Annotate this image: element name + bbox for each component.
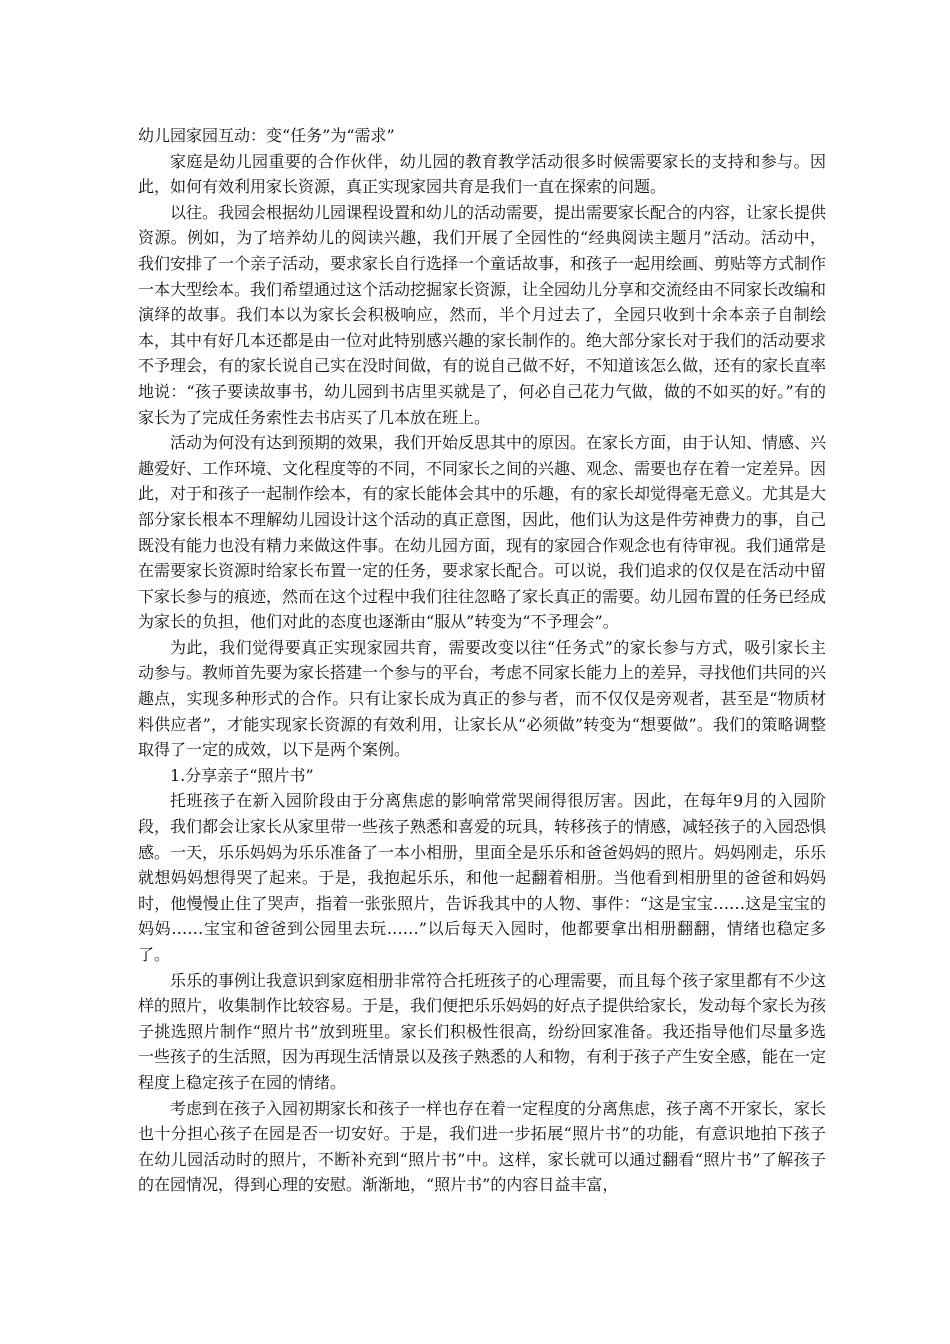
paragraph-4: 为此，我们觉得要真正实现家园共育，需要改变以往“任务式”的家长参与方式，吸引家长主动参与。教师首先要为家长搭建一个参与的平台，考虑不同家长能力上的差异，寻找他们共同的兴趣点，实现多种形式的合作。只有让家长成为真正的参与者，而不仅仅是旁观者，甚至是“物质材料供应者”，才能实现家长资源的有效利用，让家长从“必须做”转变为“想要做”。我们的策略调整取得了一定的成效，以下是两个案例。 xyxy=(138,637,827,760)
document-page xyxy=(138,123,826,1198)
paragraph-3: 活动为何没有达到预期的效果，我们开始反思其中的原因。在家长方面，由于认知、情感、兴趣爱好、工作环境、文化程度等的不同，不同家长之间的兴趣、观念、需要也存在着一定差异。因此，对于和孩子一起制作绘本，有的家长能体会其中的乐趣，有的家长却觉得毫无意义。尤其是大部分家长根本不理解幼儿园设计这个活动的真正意图，因此，他们认为这是件劳神费力的事，自己既没有能力也没有精力来做这件事。在幼儿园方面，现有的家园合作观念也有待审视。我们通常是在需要家长资源时给家长布置一定的任务，要求家长配合。可以说，我们追求的仅仅是在活动中留下家长参与的痕迹，然而在这个过程中我们往往忽略了家长真正的需要。幼儿园布置的任务已经成为家长的负担，他们对此的态度也逐渐由“服从”转变为“不予理会”。 xyxy=(138,433,827,632)
paragraph-2: 以往。我园会根据幼儿园课程设置和幼儿的活动需要，提出需要家长配合的内容，让家长提供资源。例如，为了培养幼儿的阅读兴趣，我们开展了全园性的“经典阅读主题月”活动。活动中，我们安排了一个亲子活动，要求家长自行选择一个童话故事，和孩子一起用绘画、剪贴等方式制作一本大型绘本。我们希望通过这个活动挖掘家长资源，让全园幼儿分享和交流经由不同家长改编和演绎的故事。我们本以为家长会积极响应，然而，半个月过去了，全园只收到十余本亲子自制绘本，其中有好几本还都是由一位对此特别感兴趣的家长制作的。绝大部分家长对于我们的活动要求不予理会，有的家长说自己实在没时间做，有的说自己做不好，不知道该怎么做，还有的家长直率地说：“孩子要读故事书，幼儿园到书店里买就是了，何必自己花力气做，做的不如买的好。”有的家长为了完成任务索性去书店买了几本放在班上。 xyxy=(138,202,827,427)
document-title: 幼儿园家园互动：变“任务”为“需求” xyxy=(138,126,395,145)
section-heading: 1.分享亲子“照片书” xyxy=(170,765,314,785)
section-paragraph-3: 考虑到在孩子入园初期家长和孩子一样也存在着一定程度的分离焦虑，孩子离不开家长，家长也十分担心孩子在园是否一切安好。于是，我们进一步拓展“照片书”的功能，有意识地拍下孩子在幼儿园活动时的照片，不断补充到“照片书”中。这样，家长就可以通过翻看“照片书”了解孩子的在园情况，得到心理的安慰。渐渐地，“照片书”的内容日益丰富， xyxy=(138,1098,827,1195)
paragraph-1: 家庭是幼儿园重要的合作伙伴，幼儿园的教育教学活动很多时候需要家长的支持和参与。因此，如何有效利用家长资源，真正实现家园共育是我们一直在探索的问题。 xyxy=(138,151,826,197)
section-paragraph-2: 乐乐的事例让我意识到家庭相册非常符合托班孩子的心理需要，而且每个孩子家里都有不少这样的照片，收集制作比较容易。于是，我们便把乐乐妈妈的好点子提供给家长，发动每个家长为孩子挑选照片制作“照片书”放到班里。家长们积极性很高，纷纷回家准备。我还指导他们尽量多选一些孩子的生活照，因为再现生活情景以及孩子熟悉的人和物，有利于孩子产生安全感，能在一定程度上稳定孩子在园的情绪。 xyxy=(138,970,827,1092)
section-paragraph-1: 托班孩子在新入园阶段由于分离焦虑的影响常常哭闹得很厉害。因此，在每年9月的入园阶段，我们都会让家长从家里带一些孩子熟悉和喜爱的玩具，转移孩子的情感，减轻孩子的入园恐惧感。一天，乐乐妈妈为乐乐准备了一本小相册，里面全是乐乐和爸爸妈妈的照片。妈妈刚走，乐乐就想妈妈想得哭了起来。于是，我抱起乐乐，和他一起翻着相册。当他看到相册里的爸爸和妈妈时，他慢慢止住了哭声，指着一张张照片，告诉我其中的人物、事件：“这是宝宝……这是宝宝的妈妈……宝宝和爸爸到公园里去玩……”以后每天入园时，他都要拿出相册翻翻，情绪也稳定多了。 xyxy=(138,791,827,964)
